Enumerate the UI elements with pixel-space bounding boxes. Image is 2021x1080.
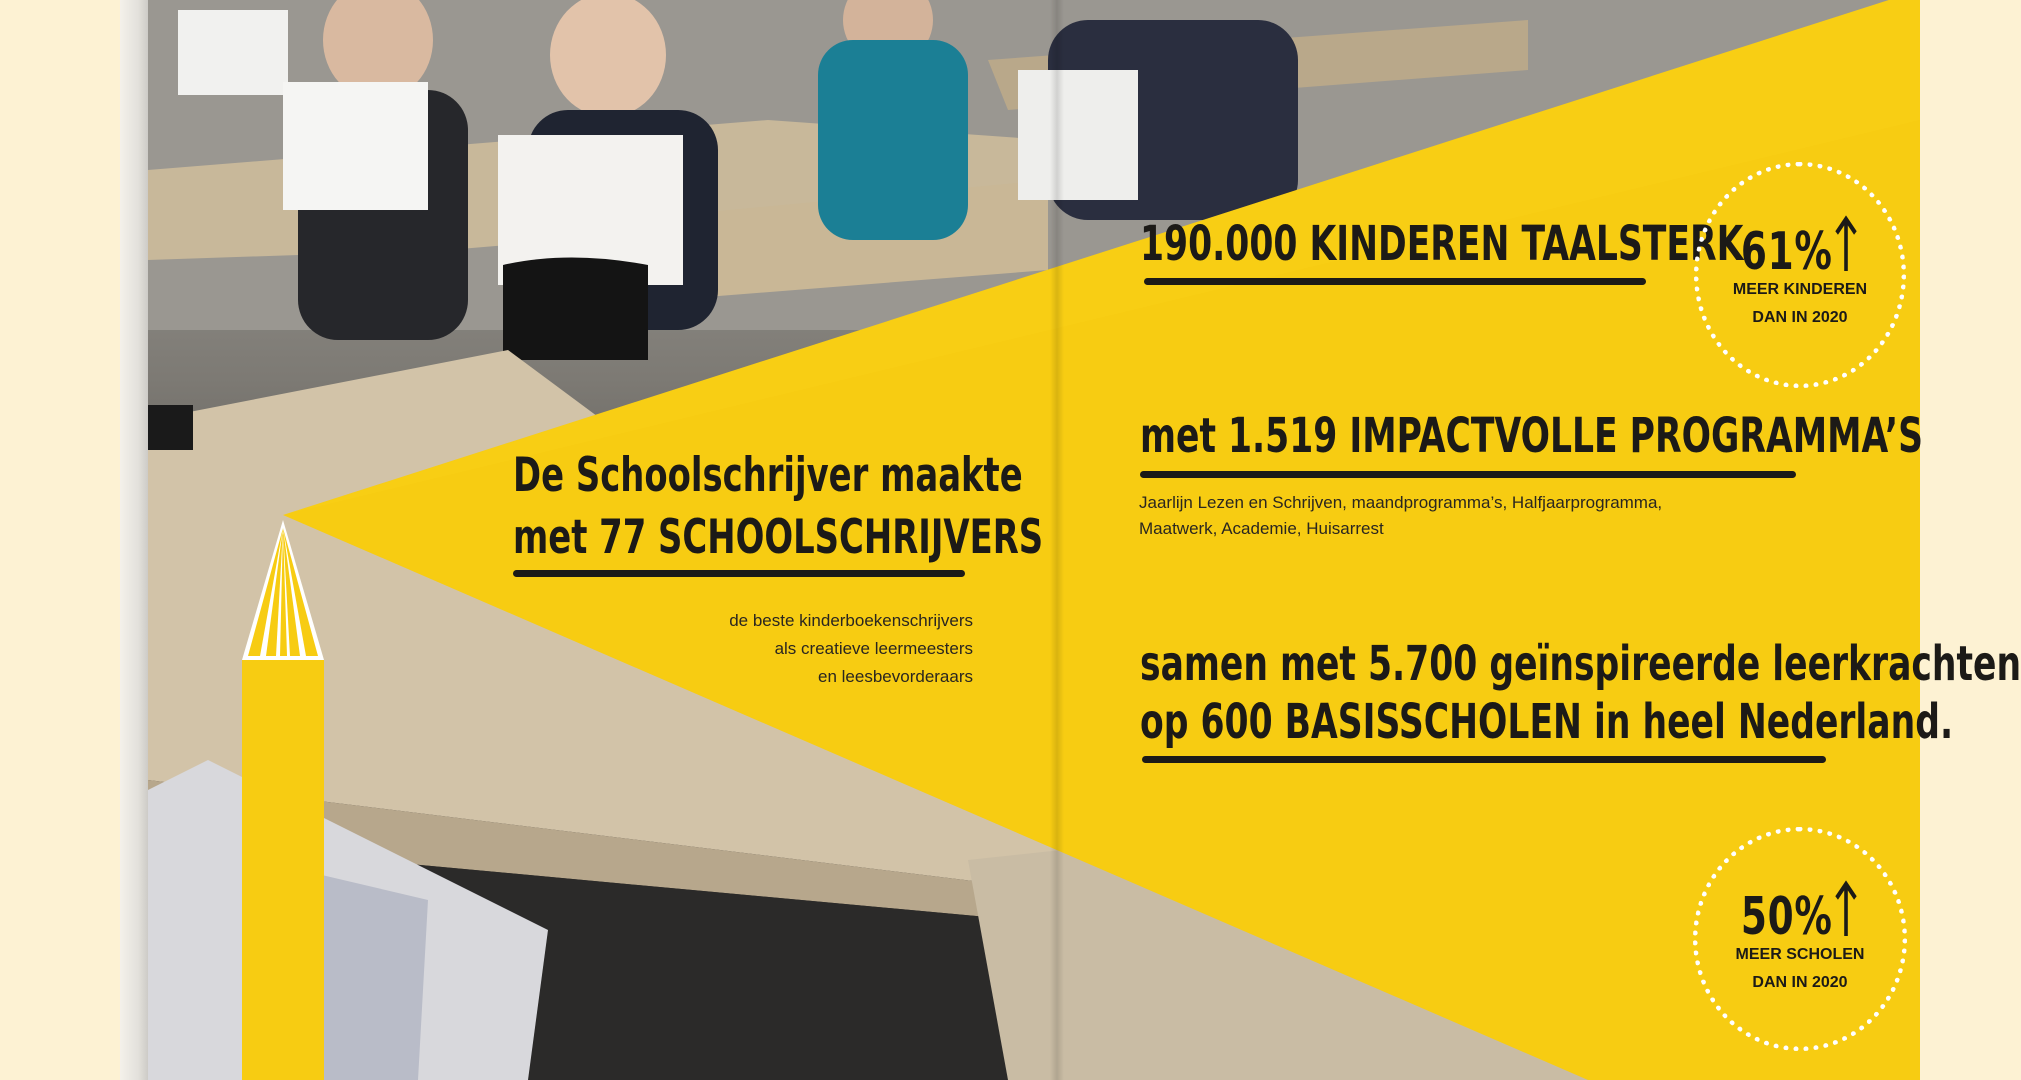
arrow-up-icon xyxy=(1834,880,1858,938)
teachers-underline xyxy=(1142,756,1826,763)
arrow-up-icon xyxy=(1834,215,1858,273)
programs-underline xyxy=(1140,471,1796,478)
programs-desc-line1: Jaarlijn Lezen en Schrijven, maandprogramma’s, Halfjaarprogramma, xyxy=(1139,493,1663,512)
schools-badge-label xyxy=(1698,941,1902,997)
kids-badge-label xyxy=(1699,276,1901,332)
schools-growth-badge xyxy=(1693,827,1907,1051)
kids-badge-value: 61% xyxy=(1741,215,1859,282)
teachers-headline xyxy=(1140,635,2021,751)
schools-badge-value: 50% xyxy=(1741,880,1859,947)
teachers-headline-line1: samen met 5.700 geïnspireerde leerkrachten xyxy=(1140,636,2021,692)
writers-subtitle-line1: de beste kinderboekenschrijvers xyxy=(729,611,973,630)
pencil-icon xyxy=(242,520,324,1080)
page-edge xyxy=(120,0,150,1080)
schools-badge-line1: MEER SCHOLEN xyxy=(1735,946,1865,963)
kids-badge-line2: DAN IN 2020 xyxy=(1752,309,1848,326)
programs-description xyxy=(1139,490,1779,542)
programs-headline: met 1.519 IMPACTVOLLE PROGRAMMA’S xyxy=(1140,408,1924,464)
writers-underline xyxy=(513,570,965,577)
writers-title-line1: De Schoolschrijver maakte xyxy=(513,448,1023,503)
writers-title xyxy=(513,445,1043,569)
writers-subtitle-line2: als creatieve leermeesters xyxy=(774,639,973,658)
writers-subtitle xyxy=(640,607,973,691)
kids-growth-badge xyxy=(1694,162,1906,388)
writers-subtitle-line3: en leesbevorderaars xyxy=(818,667,973,686)
programs-desc-line2: Maatwerk, Academie, Huisarrest xyxy=(1139,519,1384,538)
schools-badge-line2: DAN IN 2020 xyxy=(1752,974,1848,991)
kids-badge-line1: MEER KINDEREN xyxy=(1732,281,1868,298)
teachers-headline-line2: op 600 BASISSCHOLEN in heel Nederland. xyxy=(1140,694,1954,750)
kids-headline: 190.000 KINDEREN TAALSTERK xyxy=(1140,216,1744,272)
kids-underline xyxy=(1144,278,1646,285)
writers-title-line2: met 77 SCHOOLSCHRIJVERS xyxy=(513,510,1044,565)
